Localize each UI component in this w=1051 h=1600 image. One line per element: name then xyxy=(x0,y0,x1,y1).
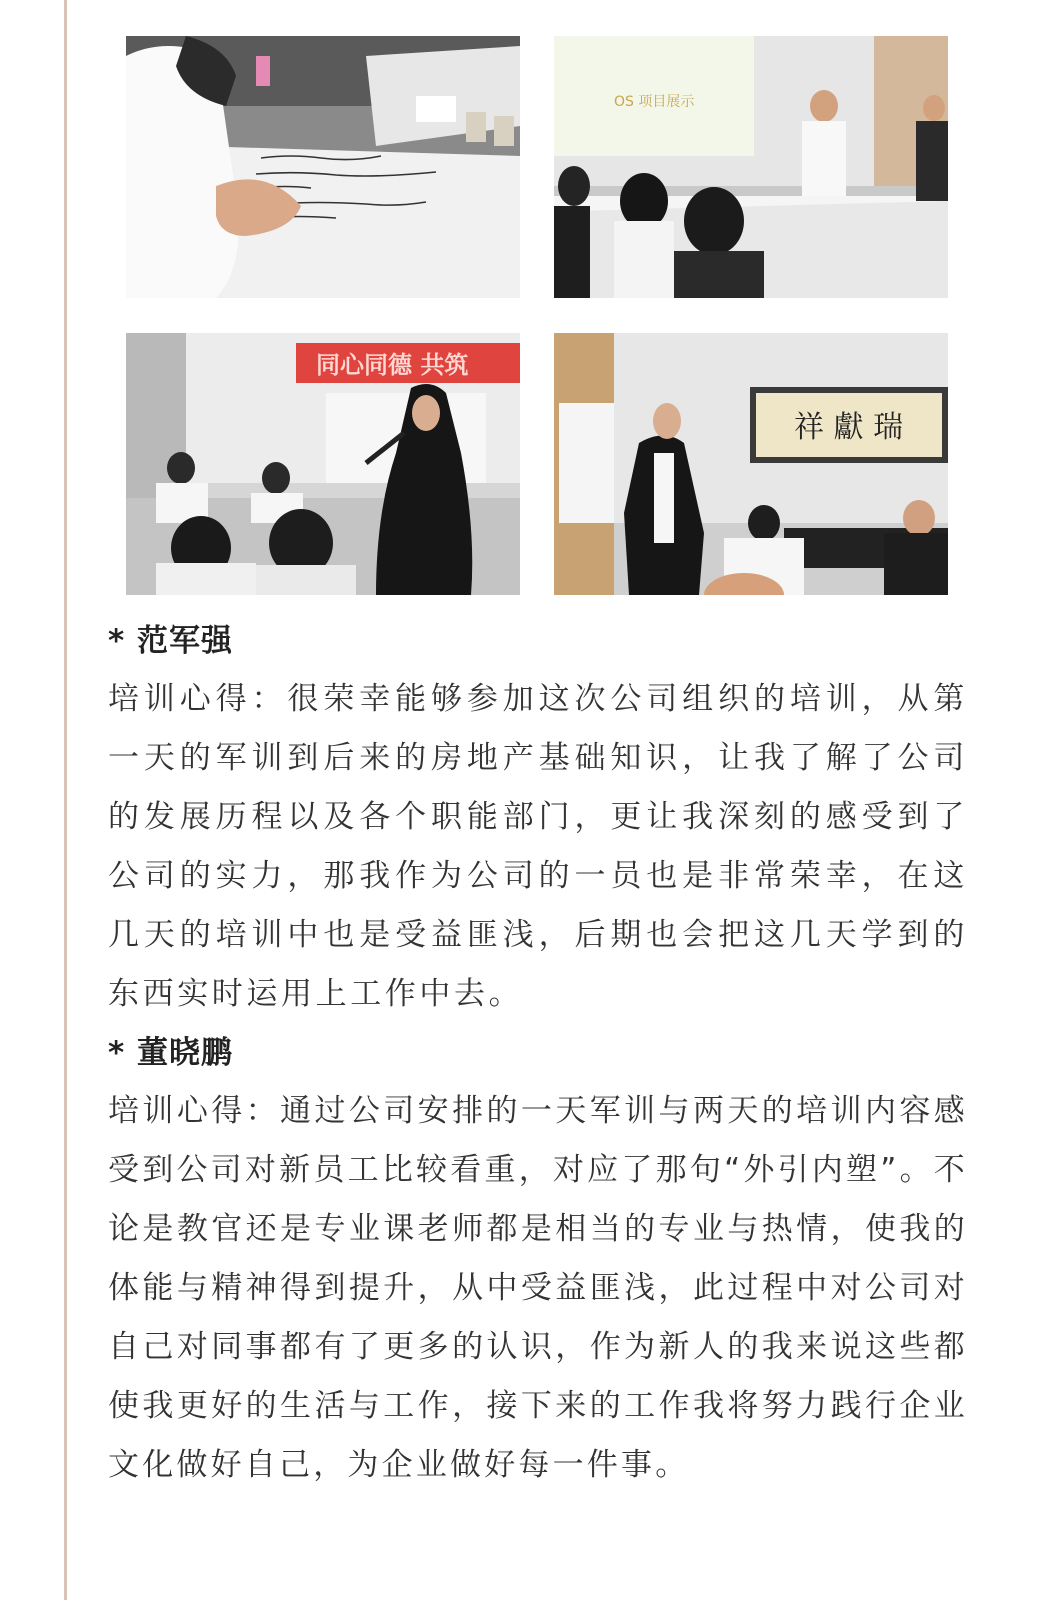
screen-title: OS 项目展示 xyxy=(614,94,695,110)
left-border-line xyxy=(64,0,67,1600)
entry-text: 培训心得：很荣幸能够参加这次公司组织的培训，从第一天的军训到后来的房地产基础知识，让我了解了公司的发展历程以及各个职能部门，更让我深刻的感受到了公司的实力，那我作为公司的一员也是非常荣幸，在这几天的培训中也是受益匪浅，后期也会把这几天学到的东西实时运用上工作中去。 xyxy=(108,681,968,1012)
entry-name: * 董晓鹏 xyxy=(108,1035,234,1071)
photo-speaker-calligraphy xyxy=(554,333,948,595)
banner-text: 同心同德 共筑 xyxy=(316,351,469,379)
calligraphy-text: 祥 獻 瑞 xyxy=(794,410,904,445)
photo-presentation-screen xyxy=(554,36,948,298)
entry-name: * 范军强 xyxy=(108,623,234,659)
testimonials xyxy=(108,612,968,1495)
photo-speaker-with-mic xyxy=(126,333,520,595)
photo-writing-poster xyxy=(126,36,520,298)
entry-text: 培训心得：通过公司安排的一天军训与两天的培训内容感受到公司对新员工比较看重，对应了那句“外引内塑”。不论是教官还是专业课老师都是相当的专业与热情，使我的体能与精神得到提升，从中受益匪浅，此过程中对公司对自己对同事都有了更多的认识，作为新人的我来说这些都使我更好的生活与工作，接下来的工作我将努力践行企业文化做好自己，为企业做好每一件事。 xyxy=(108,1093,968,1483)
